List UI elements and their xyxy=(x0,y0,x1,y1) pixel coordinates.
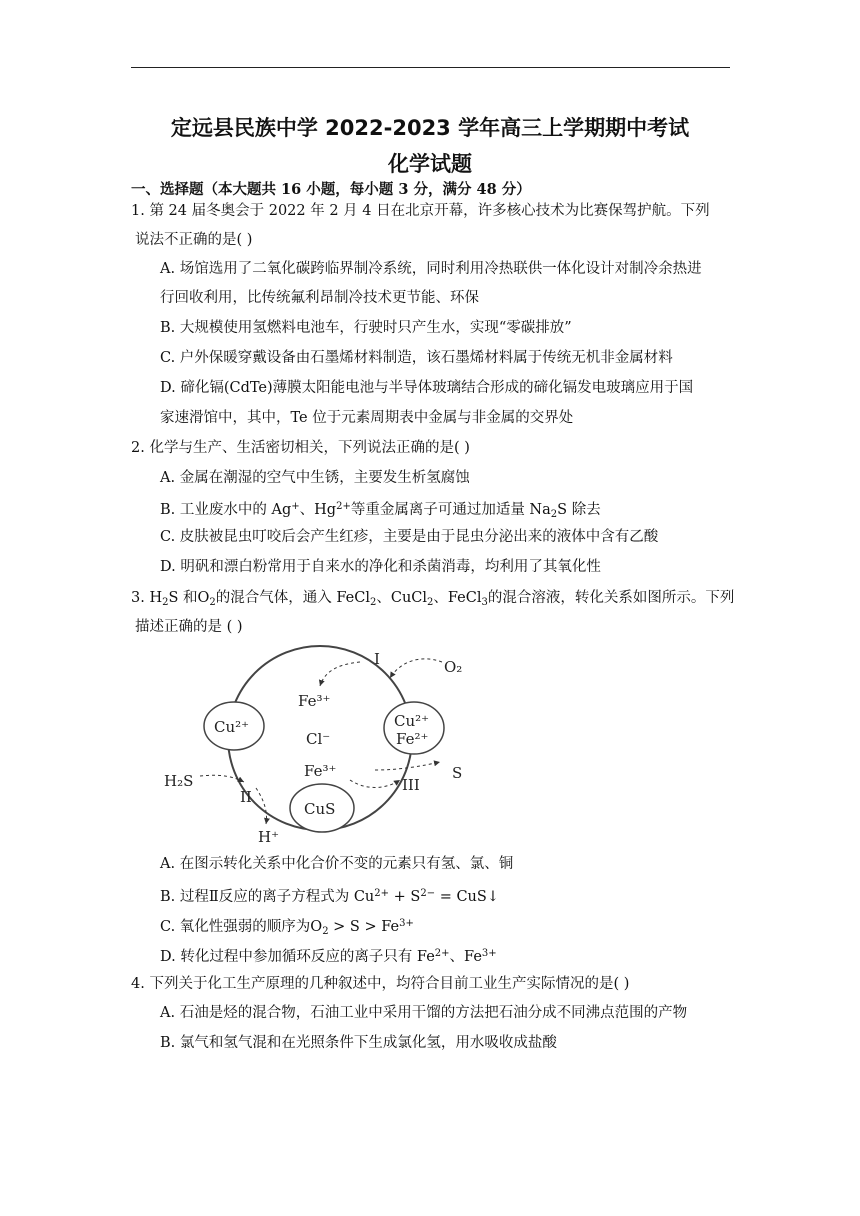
q2-option-c: C. 皮肤被昆虫叮咬后会产生红疹，主要是由于昆虫分泌出来的液体中含有乙酸 xyxy=(160,529,659,545)
label-cu2-right: Cu²⁺ xyxy=(394,712,430,730)
label-h2s: H₂S xyxy=(164,772,194,790)
q4-stem: 4. 下列关于化工生产原理的几种叙述中，均符合目前工业生产实际情况的是( ) xyxy=(131,976,630,992)
label-h-plus: H⁺ xyxy=(258,828,279,846)
label-fe2-right: Fe²⁺ xyxy=(396,730,429,748)
q2-stem: 2. 化学与生产、生活密切相关，下列说法正确的是( ) xyxy=(131,440,470,456)
q1-option-a-line2: 行回收利用，比传统氟利昂制冷技术更节能、环保 xyxy=(160,290,479,306)
q1-option-b: B. 大规模使用氢燃料电池车，行驶时只产生水，实现“零碳排放” xyxy=(160,320,572,336)
label-cus: CuS xyxy=(304,800,336,818)
q1-option-d-line1: D. 碲化镉(CdTe)薄膜太阳能电池与半导体玻璃结合形成的碲化镉发电玻璃应用于国 xyxy=(160,380,694,396)
label-fe3-bottom: Fe³⁺ xyxy=(304,762,337,780)
arrow-fe3-iii xyxy=(350,780,400,788)
label-process-i: I xyxy=(374,650,380,668)
section-heading: 一、选择题（本大题共 16 小题，每小题 3 分，满分 48 分） xyxy=(131,181,531,198)
q2-option-a: A. 金属在潮湿的空气中生锈，主要发生析氢腐蚀 xyxy=(160,470,470,486)
exam-title: 定远县民族中学 2022-2023 学年高三上学期期中考试 xyxy=(170,116,690,140)
q3-option-c: C. 氧化性强弱的顺序为$O_2 > S > Fe^{3+}$ xyxy=(160,918,414,937)
q1-option-c: C. 户外保暖穿戴设备由石墨烯材料制造，该石墨烯材料属于传统无机非金属材料 xyxy=(160,350,673,366)
q1-stem-line1: 1. 第 24 届冬奥会于 2022 年 2 月 4 日在北京开幕，许多核心技术为比赛保驾护航。下列 xyxy=(131,203,710,219)
label-cl: Cl⁻ xyxy=(306,730,331,748)
exam-subtitle: 化学试题 xyxy=(388,152,472,176)
arrow-to-fe3 xyxy=(320,662,360,686)
header-rule xyxy=(131,67,730,68)
q2-option-b: B. 工业废水中的 Ag+、$Hg^{2+}$等重金属离子可通过加适量 $Na_2S$ 除去 xyxy=(160,501,601,520)
q1-stem-line2: 说法不正确的是( ) xyxy=(135,232,253,248)
q3-option-b: B. 过程Ⅱ反应的离子方程式为 $Cu^{2+} + S^{2-}$ = CuS↓ xyxy=(160,888,499,905)
label-process-iii: III xyxy=(402,776,420,794)
label-s: S xyxy=(452,764,463,782)
label-o2: O₂ xyxy=(444,658,463,676)
label-cu2-left: Cu²⁺ xyxy=(214,718,250,736)
label-process-ii: II xyxy=(240,788,252,806)
q1-option-a-line1: A. 场馆选用了二氧化碳跨临界制冷系统，同时利用冷热联供一体化设计对制冷余热进 xyxy=(160,261,702,277)
q3-option-a: A. 在图示转化关系中化合价不变的元素只有氢、氯、铜 xyxy=(160,856,514,872)
q3-option-d: D. 转化过程中参加循环反应的离子只有 $Fe^{2+}$、$Fe^{3+}$ xyxy=(160,948,497,965)
q4-option-b: B. 氯气和氢气混和在光照条件下生成氯化氢，用水吸收成盐酸 xyxy=(160,1035,557,1051)
arrow-o2 xyxy=(390,659,442,678)
label-fe3-top: Fe³⁺ xyxy=(298,692,331,710)
cycle-diagram xyxy=(160,640,480,850)
q3-stem-line1: 3. $H_2S$ 和$O_2$的混合气体，通入 FeCl$_2$、CuCl$_2$、FeCl$_3$的混合溶液，转化关系如图所示。下列 xyxy=(131,590,735,608)
q1-option-d-line2: 家速滑馆中，其中，Te 位于元素周期表中金属与非金属的交界处 xyxy=(160,410,574,426)
q2-option-d: D. 明矾和漂白粉常用于自来水的净化和杀菌消毒，均利用了其氧化性 xyxy=(160,559,601,575)
q4-option-a: A. 石油是烃的混合物，石油工业中采用干馏的方法把石油分成不同沸点范围的产物 xyxy=(160,1005,688,1021)
q3-stem-line2: 描述正确的是 ( ) xyxy=(135,619,243,635)
